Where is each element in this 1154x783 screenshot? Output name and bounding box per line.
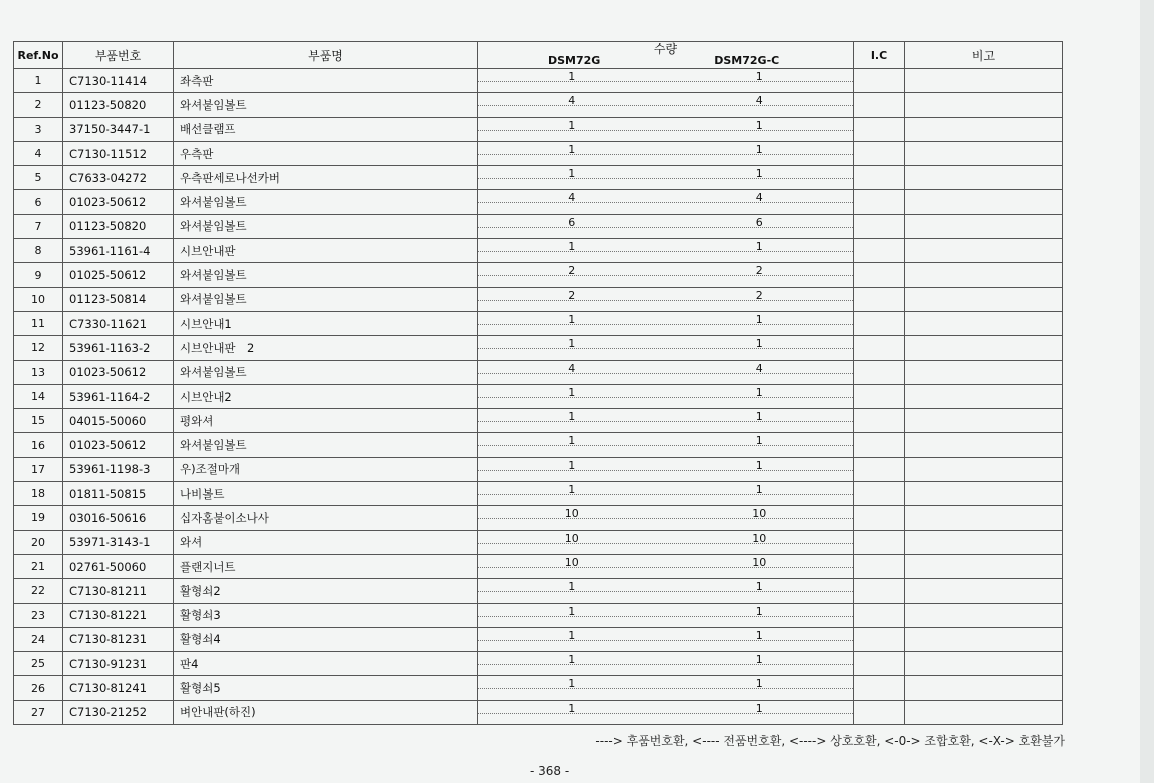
- row-ic: [854, 263, 905, 287]
- row-note: [905, 457, 1063, 481]
- table-row: [14, 676, 1063, 700]
- row-qty-dsm72g: 1: [568, 458, 576, 472]
- row-part-number: C7130-21252: [63, 700, 174, 724]
- row-ic: [854, 409, 905, 433]
- row-qty-dsm72g-c: 1: [755, 240, 763, 254]
- row-part-number: 53961-1164-2: [63, 384, 174, 408]
- row-note: [905, 263, 1063, 287]
- row-ic: [854, 360, 905, 384]
- row-quantity: [478, 482, 854, 506]
- row-part-name: 와셔붙임볼트: [174, 263, 478, 287]
- row-quantity: [478, 166, 854, 190]
- row-part-number: 53971-3143-1: [63, 530, 174, 554]
- row-ref-no: 17: [14, 457, 63, 481]
- row-part-name: 시브안내판: [174, 239, 478, 263]
- table-row: [14, 239, 1063, 263]
- row-qty-dsm72g-c: 1: [755, 70, 763, 83]
- row-quantity: [478, 627, 854, 651]
- table-row: [14, 554, 1063, 578]
- table-row: [14, 311, 1063, 335]
- table-row: [14, 336, 1063, 360]
- row-qty-dsm72g: 1: [568, 385, 576, 399]
- row-ref-no: 3: [14, 117, 63, 141]
- row-quantity: [478, 214, 854, 238]
- row-qty-dsm72g-c: 1: [755, 628, 763, 642]
- row-ic: [854, 433, 905, 457]
- row-qty-dsm72g-c: 2: [755, 264, 763, 278]
- row-qty-dsm72g: 6: [568, 215, 576, 229]
- row-ref-no: 11: [14, 311, 63, 335]
- row-qty-dsm72g-c: 1: [755, 580, 763, 594]
- row-part-number: C7130-11414: [63, 69, 174, 93]
- row-qty-dsm72g: 1: [568, 167, 576, 181]
- row-quantity: [478, 506, 854, 530]
- row-part-name: 와셔붙임볼트: [174, 190, 478, 214]
- row-quantity: [478, 287, 854, 311]
- row-qty-dsm72g-c: 1: [755, 458, 763, 472]
- row-ref-no: 25: [14, 652, 63, 676]
- row-part-name: 활형쇠2: [174, 579, 478, 603]
- row-qty-dsm72g-c: 4: [755, 361, 763, 375]
- row-part-number: 04015-50060: [63, 409, 174, 433]
- row-part-number: C7130-11512: [63, 141, 174, 165]
- row-ref-no: 16: [14, 433, 63, 457]
- header-part-number: 부품번호: [63, 42, 174, 69]
- row-ic: [854, 457, 905, 481]
- row-part-name: 와셔붙임볼트: [174, 287, 478, 311]
- row-ic: [854, 554, 905, 578]
- row-qty-dsm72g: 1: [568, 677, 576, 691]
- row-part-name: 와셔: [174, 530, 478, 554]
- row-quantity: [478, 603, 854, 627]
- row-ref-no: 15: [14, 409, 63, 433]
- row-note: [905, 141, 1063, 165]
- row-note: [905, 360, 1063, 384]
- row-part-number: 53961-1163-2: [63, 336, 174, 360]
- row-qty-dsm72g-c: 10: [752, 555, 767, 569]
- row-qty-dsm72g: 1: [568, 434, 576, 448]
- table-row: [14, 627, 1063, 651]
- row-part-number: 02761-50060: [63, 554, 174, 578]
- row-qty-dsm72g: 1: [568, 410, 576, 424]
- row-ref-no: 5: [14, 166, 63, 190]
- row-note: [905, 384, 1063, 408]
- row-ref-no: 2: [14, 93, 63, 117]
- row-quantity: [478, 384, 854, 408]
- row-note: [905, 336, 1063, 360]
- table-row: [14, 506, 1063, 530]
- table-row: [14, 93, 1063, 117]
- row-ref-no: 27: [14, 700, 63, 724]
- row-note: [905, 482, 1063, 506]
- row-qty-dsm72g-c: 4: [755, 94, 763, 108]
- row-qty-dsm72g-c: 1: [755, 677, 763, 691]
- row-qty-dsm72g-c: 1: [755, 410, 763, 424]
- row-ic: [854, 190, 905, 214]
- table-row: [14, 117, 1063, 141]
- row-ref-no: 14: [14, 384, 63, 408]
- header-part-name: 부품명: [174, 42, 478, 69]
- row-ic: [854, 93, 905, 117]
- table-row: [14, 190, 1063, 214]
- row-part-name: 십자홈붙이소나사: [174, 506, 478, 530]
- header-quantity: [478, 42, 854, 69]
- table-row: [14, 360, 1063, 384]
- row-quantity: [478, 311, 854, 335]
- row-part-number: 53961-1198-3: [63, 457, 174, 481]
- row-quantity: [478, 117, 854, 141]
- row-qty-dsm72g: 10: [564, 555, 579, 569]
- row-part-name: 벼안내판(하진): [174, 700, 478, 724]
- row-qty-dsm72g-c: 1: [755, 701, 763, 715]
- row-part-number: C7130-81231: [63, 627, 174, 651]
- row-ref-no: 13: [14, 360, 63, 384]
- row-qty-dsm72g-c: 1: [755, 653, 763, 667]
- row-qty-dsm72g: 1: [568, 312, 576, 326]
- row-quantity: [478, 141, 854, 165]
- row-qty-dsm72g: 2: [568, 264, 576, 278]
- row-quantity: [478, 190, 854, 214]
- row-ic: [854, 676, 905, 700]
- row-part-number: 01123-50820: [63, 93, 174, 117]
- row-ref-no: 18: [14, 482, 63, 506]
- row-quantity: [478, 676, 854, 700]
- row-part-name: 활형쇠3: [174, 603, 478, 627]
- row-ic: [854, 579, 905, 603]
- table-row: [14, 263, 1063, 287]
- table-row: [14, 603, 1063, 627]
- row-ic: [854, 336, 905, 360]
- row-part-name: 우측판세로나선카버: [174, 166, 478, 190]
- parts-table: [13, 41, 1063, 725]
- header-model-dsm72g-c: DSM72G-C: [714, 54, 780, 67]
- row-quantity: [478, 530, 854, 554]
- row-part-number: 01025-50612: [63, 263, 174, 287]
- row-qty-dsm72g: 1: [568, 580, 576, 594]
- row-part-name: 와셔붙임볼트: [174, 93, 478, 117]
- row-ref-no: 8: [14, 239, 63, 263]
- page-number: - 368 -: [530, 764, 570, 778]
- row-qty-dsm72g: 10: [564, 507, 579, 521]
- row-part-name: 시브안내2: [174, 384, 478, 408]
- row-qty-dsm72g: 1: [568, 142, 576, 156]
- row-part-number: 37150-3447-1: [63, 117, 174, 141]
- row-qty-dsm72g-c: 1: [755, 167, 763, 181]
- row-ic: [854, 214, 905, 238]
- row-note: [905, 117, 1063, 141]
- row-note: [905, 69, 1063, 93]
- row-qty-dsm72g: 1: [568, 70, 576, 83]
- row-note: [905, 652, 1063, 676]
- row-qty-dsm72g-c: 1: [755, 142, 763, 156]
- row-qty-dsm72g: 1: [568, 701, 576, 715]
- row-ic: [854, 117, 905, 141]
- row-qty-dsm72g: 1: [568, 240, 576, 254]
- row-note: [905, 166, 1063, 190]
- row-note: [905, 214, 1063, 238]
- parts-table-body: [14, 69, 1063, 725]
- row-note: [905, 93, 1063, 117]
- row-note: [905, 554, 1063, 578]
- row-part-name: 시브안내판 2: [174, 336, 478, 360]
- row-part-number: 01123-50814: [63, 287, 174, 311]
- header-models: [478, 54, 853, 67]
- row-quantity: [478, 69, 854, 93]
- table-row: [14, 141, 1063, 165]
- row-ref-no: 6: [14, 190, 63, 214]
- row-part-name: 판4: [174, 652, 478, 676]
- row-part-number: 01811-50815: [63, 482, 174, 506]
- row-quantity: [478, 457, 854, 481]
- row-part-name: 와셔붙임볼트: [174, 214, 478, 238]
- row-ref-no: 7: [14, 214, 63, 238]
- row-part-number: 53961-1161-4: [63, 239, 174, 263]
- row-qty-dsm72g: 1: [568, 653, 576, 667]
- table-row: [14, 579, 1063, 603]
- row-ic: [854, 141, 905, 165]
- row-qty-dsm72g: 1: [568, 628, 576, 642]
- row-qty-dsm72g-c: 4: [755, 191, 763, 205]
- table-header-row: [14, 42, 1063, 69]
- row-qty-dsm72g-c: 2: [755, 288, 763, 302]
- row-qty-dsm72g: 1: [568, 337, 576, 351]
- row-quantity: [478, 554, 854, 578]
- row-qty-dsm72g-c: 10: [752, 507, 767, 521]
- row-ic: [854, 384, 905, 408]
- row-ic: [854, 700, 905, 724]
- row-note: [905, 239, 1063, 263]
- row-ref-no: 19: [14, 506, 63, 530]
- page-edge-shadow: [1140, 0, 1154, 783]
- row-part-name: 배선클램프: [174, 117, 478, 141]
- row-part-number: 01123-50820: [63, 214, 174, 238]
- row-note: [905, 190, 1063, 214]
- row-part-name: 나비볼트: [174, 482, 478, 506]
- row-ref-no: 1: [14, 69, 63, 93]
- row-part-name: 플랜지너트: [174, 554, 478, 578]
- row-qty-dsm72g: 4: [568, 94, 576, 108]
- row-ref-no: 10: [14, 287, 63, 311]
- row-part-number: 01023-50612: [63, 433, 174, 457]
- row-quantity: [478, 433, 854, 457]
- header-model-dsm72g: DSM72G: [548, 54, 601, 67]
- row-quantity: [478, 652, 854, 676]
- row-note: [905, 700, 1063, 724]
- row-note: [905, 530, 1063, 554]
- row-ic: [854, 239, 905, 263]
- row-part-number: C7330-11621: [63, 311, 174, 335]
- row-qty-dsm72g: 1: [568, 118, 576, 132]
- row-ic: [854, 311, 905, 335]
- row-part-name: 우측판: [174, 141, 478, 165]
- row-qty-dsm72g-c: 1: [755, 385, 763, 399]
- header-quantity-label: 수량: [653, 42, 678, 56]
- row-ic: [854, 603, 905, 627]
- row-quantity: [478, 263, 854, 287]
- row-qty-dsm72g-c: 1: [755, 483, 763, 497]
- row-note: [905, 409, 1063, 433]
- row-note: [905, 627, 1063, 651]
- row-qty-dsm72g-c: 1: [755, 312, 763, 326]
- row-part-number: 01023-50612: [63, 360, 174, 384]
- row-ic: [854, 287, 905, 311]
- row-qty-dsm72g-c: 6: [755, 215, 763, 229]
- table-row: [14, 433, 1063, 457]
- row-note: [905, 506, 1063, 530]
- row-quantity: [478, 239, 854, 263]
- row-part-name: 좌측판: [174, 69, 478, 93]
- row-part-number: 03016-50616: [63, 506, 174, 530]
- row-ref-no: 20: [14, 530, 63, 554]
- row-quantity: [478, 579, 854, 603]
- row-ic: [854, 652, 905, 676]
- table-row: [14, 409, 1063, 433]
- row-part-number: C7130-91231: [63, 652, 174, 676]
- row-quantity: [478, 360, 854, 384]
- interchange-legend: ----> 후품번호환, <---- 전품번호환, <----> 상호호환, <-0-> 조합호환, <-X-> 호환불가: [595, 734, 1065, 748]
- row-qty-dsm72g: 4: [568, 361, 576, 375]
- row-part-name: 와셔붙임볼트: [174, 433, 478, 457]
- row-qty-dsm72g: 2: [568, 288, 576, 302]
- row-part-name: 우)조절마개: [174, 457, 478, 481]
- row-qty-dsm72g: 1: [568, 483, 576, 497]
- row-part-name: 와셔붙임볼트: [174, 360, 478, 384]
- row-ic: [854, 530, 905, 554]
- row-ic: [854, 482, 905, 506]
- row-note: [905, 287, 1063, 311]
- row-note: [905, 676, 1063, 700]
- table-row: [14, 69, 1063, 93]
- row-ic: [854, 69, 905, 93]
- row-qty-dsm72g: 10: [564, 531, 579, 545]
- row-ref-no: 9: [14, 263, 63, 287]
- table-row: [14, 482, 1063, 506]
- row-part-name: 활형쇠5: [174, 676, 478, 700]
- table-row: [14, 652, 1063, 676]
- row-part-number: C7633-04272: [63, 166, 174, 190]
- row-qty-dsm72g: 1: [568, 604, 576, 618]
- row-ref-no: 22: [14, 579, 63, 603]
- row-quantity: [478, 93, 854, 117]
- row-quantity: [478, 336, 854, 360]
- row-note: [905, 311, 1063, 335]
- row-note: [905, 433, 1063, 457]
- row-ic: [854, 627, 905, 651]
- row-ref-no: 23: [14, 603, 63, 627]
- row-part-name: 평와셔: [174, 409, 478, 433]
- row-ref-no: 21: [14, 554, 63, 578]
- row-part-number: C7130-81211: [63, 579, 174, 603]
- row-qty-dsm72g-c: 10: [752, 531, 767, 545]
- row-quantity: [478, 409, 854, 433]
- table-row: [14, 166, 1063, 190]
- row-quantity: [478, 700, 854, 724]
- row-part-number: C7130-81221: [63, 603, 174, 627]
- row-ic: [854, 166, 905, 190]
- row-qty-dsm72g-c: 1: [755, 337, 763, 351]
- row-qty-dsm72g-c: 1: [755, 434, 763, 448]
- row-part-name: 활형쇠4: [174, 627, 478, 651]
- table-row: [14, 700, 1063, 724]
- row-note: [905, 603, 1063, 627]
- row-ref-no: 26: [14, 676, 63, 700]
- header-ref-no: Ref.No: [14, 42, 63, 69]
- header-note: 비고: [905, 42, 1063, 69]
- row-part-number: 01023-50612: [63, 190, 174, 214]
- row-ref-no: 4: [14, 141, 63, 165]
- table-row: [14, 287, 1063, 311]
- header-ic: I.C: [854, 42, 905, 69]
- row-part-name: 시브안내1: [174, 311, 478, 335]
- row-ic: [854, 506, 905, 530]
- row-qty-dsm72g-c: 1: [755, 118, 763, 132]
- table-row: [14, 530, 1063, 554]
- table-row: [14, 214, 1063, 238]
- row-ref-no: 24: [14, 627, 63, 651]
- row-qty-dsm72g: 4: [568, 191, 576, 205]
- table-row: [14, 384, 1063, 408]
- table-row: [14, 457, 1063, 481]
- row-ref-no: 12: [14, 336, 63, 360]
- row-note: [905, 579, 1063, 603]
- row-qty-dsm72g-c: 1: [755, 604, 763, 618]
- row-part-number: C7130-81241: [63, 676, 174, 700]
